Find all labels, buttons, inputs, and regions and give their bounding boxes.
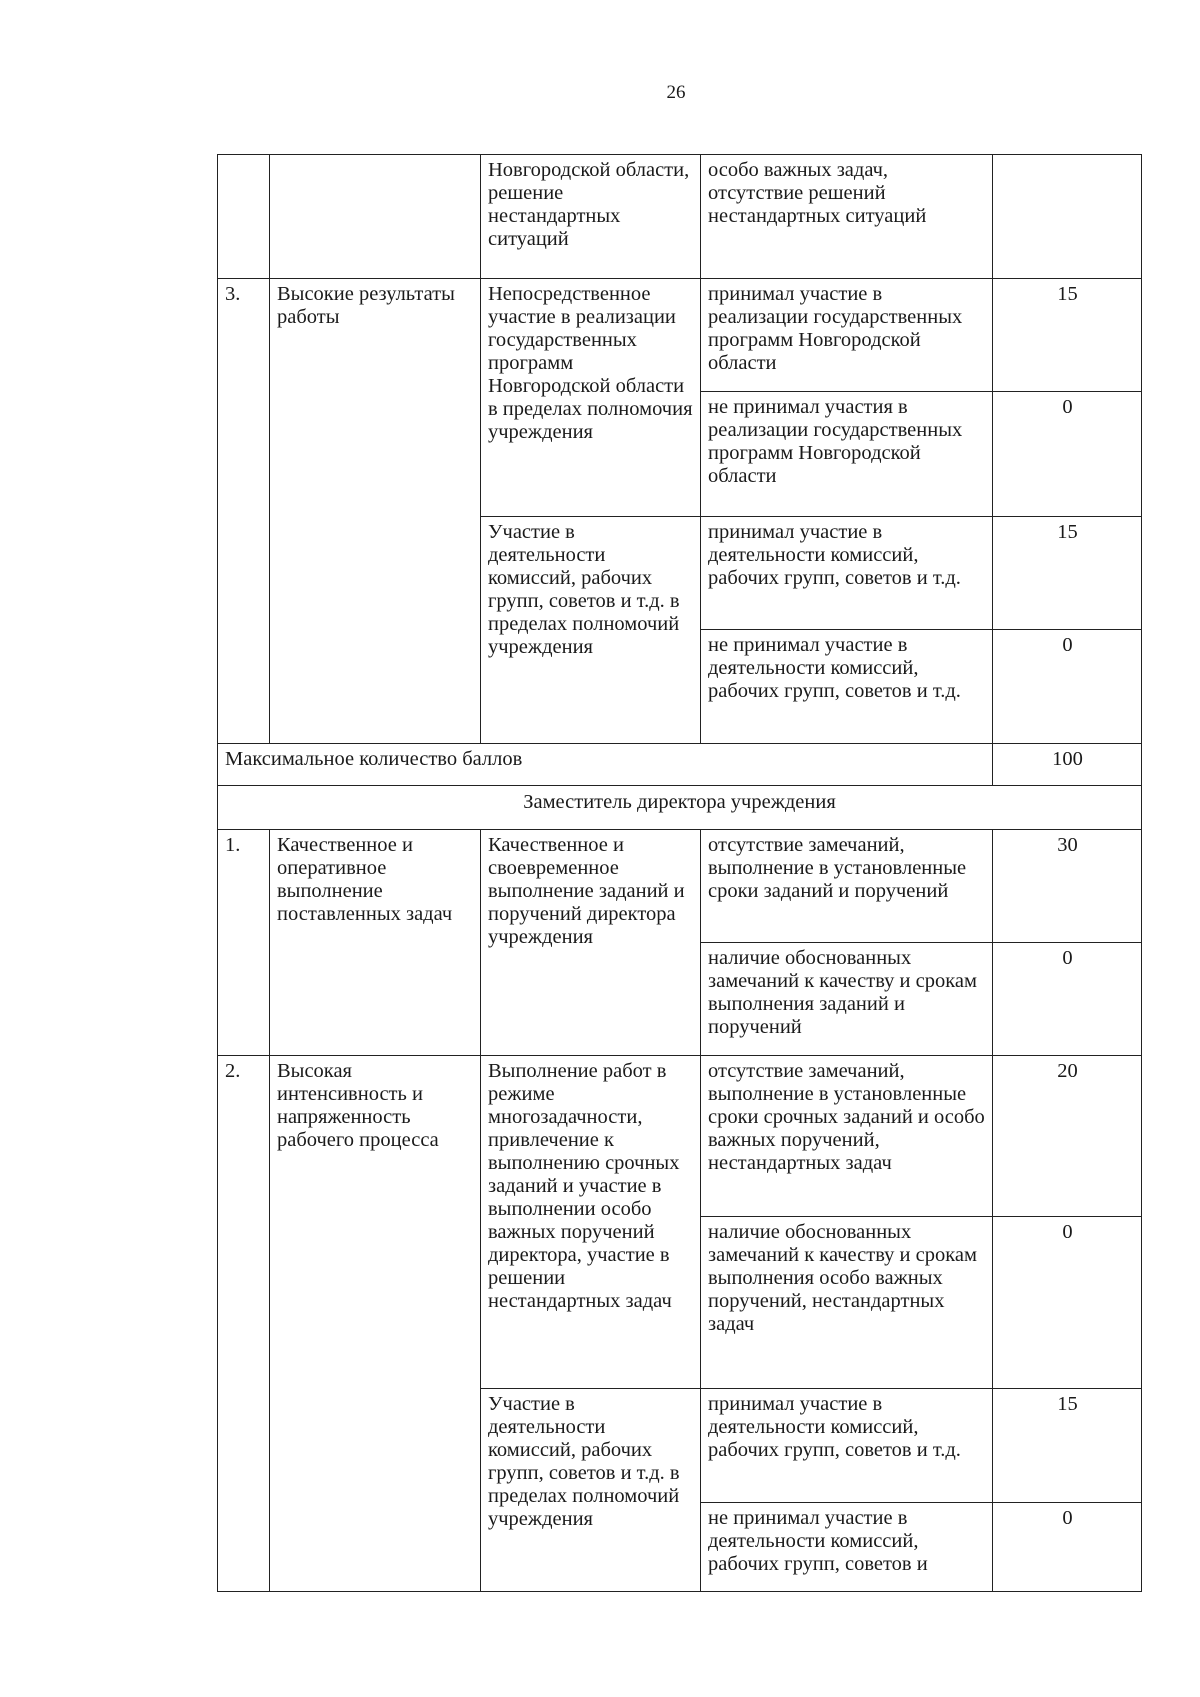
criterion-cell: Высокая интенсивность и напряженность рабочего процесса: [270, 1056, 481, 1592]
page-number: 26: [666, 82, 686, 103]
number-cell: 3.: [218, 279, 270, 744]
section-title-row: [218, 786, 1142, 830]
indicator-cell: Выполнение работ в режиме многозадачности, привлечение к выполнению срочных заданий и участие в выполнении особо важных поручений директора, участие в решении нестандартных задач: [481, 1056, 701, 1389]
condition-cell: принимал участие в реализации государственных программ Новгородской области: [701, 279, 993, 392]
score-cell: [993, 155, 1142, 279]
score-cell: 20: [993, 1056, 1142, 1217]
indicator-cell: Новгородской области, решение нестандартных ситуаций: [481, 155, 701, 279]
section-title: Заместитель директора учреждения: [218, 786, 1142, 830]
criterion-cell: [270, 155, 481, 279]
table-row: [218, 830, 1142, 943]
max-score-row: [218, 744, 1142, 786]
score-cell: 30: [993, 830, 1142, 943]
table-row: [218, 279, 1142, 392]
table-row: [218, 155, 1142, 279]
score-cell: 15: [993, 517, 1142, 630]
indicator-cell: Непосредственное участие в реализации государственных программ Новгородской области в пределах полномочия учреждения: [481, 279, 701, 517]
number-cell: [218, 155, 270, 279]
max-score-label: Максимальное количество баллов: [218, 744, 993, 786]
condition-cell: принимал участие в деятельности комиссий, рабочих групп, советов и т.д.: [701, 1389, 993, 1503]
criteria-table: [217, 154, 1142, 1592]
score-cell: 0: [993, 630, 1142, 744]
score-cell: 15: [993, 1389, 1142, 1503]
indicator-cell: Участие в деятельности комиссий, рабочих групп, советов и т.д. в пределах полномочий учреждения: [481, 1389, 701, 1592]
score-cell: 0: [993, 1503, 1142, 1592]
criterion-cell: Качественное и оперативное выполнение поставленных задач: [270, 830, 481, 1056]
condition-cell: не принимал участие в деятельности комиссий, рабочих групп, советов и: [701, 1503, 993, 1592]
condition-cell: отсутствие замечаний, выполнение в установленные сроки заданий и поручений: [701, 830, 993, 943]
condition-cell: не принимал участия в реализации государственных программ Новгородской области: [701, 392, 993, 517]
indicator-cell: Участие в деятельности комиссий, рабочих групп, советов и т.д. в пределах полномочий учреждения: [481, 517, 701, 744]
condition-cell: не принимал участие в деятельности комиссий, рабочих групп, советов и т.д.: [701, 630, 993, 744]
score-cell: 0: [993, 943, 1142, 1056]
score-cell: 0: [993, 1217, 1142, 1389]
condition-cell: наличие обоснованных замечаний к качеству и срокам выполнения заданий и поручений: [701, 943, 993, 1056]
number-cell: 1.: [218, 830, 270, 1056]
condition-cell: наличие обоснованных замечаний к качеству и срокам выполнения особо важных поручений, нестандартных задач: [701, 1217, 993, 1389]
score-cell: 0: [993, 392, 1142, 517]
condition-cell: принимал участие в деятельности комиссий, рабочих групп, советов и т.д.: [701, 517, 993, 630]
max-score-value: 100: [993, 744, 1142, 786]
condition-cell: отсутствие замечаний, выполнение в установленные сроки срочных заданий и особо важных поручений, нестандартных задач: [701, 1056, 993, 1217]
criterion-cell: Высокие результаты работы: [270, 279, 481, 744]
condition-cell: особо важных задач, отсутствие решений нестандартных ситуаций: [701, 155, 993, 279]
table-row: [218, 1056, 1142, 1217]
score-cell: 15: [993, 279, 1142, 392]
indicator-cell: Качественное и своевременное выполнение заданий и поручений директора учреждения: [481, 830, 701, 1056]
number-cell: 2.: [218, 1056, 270, 1592]
